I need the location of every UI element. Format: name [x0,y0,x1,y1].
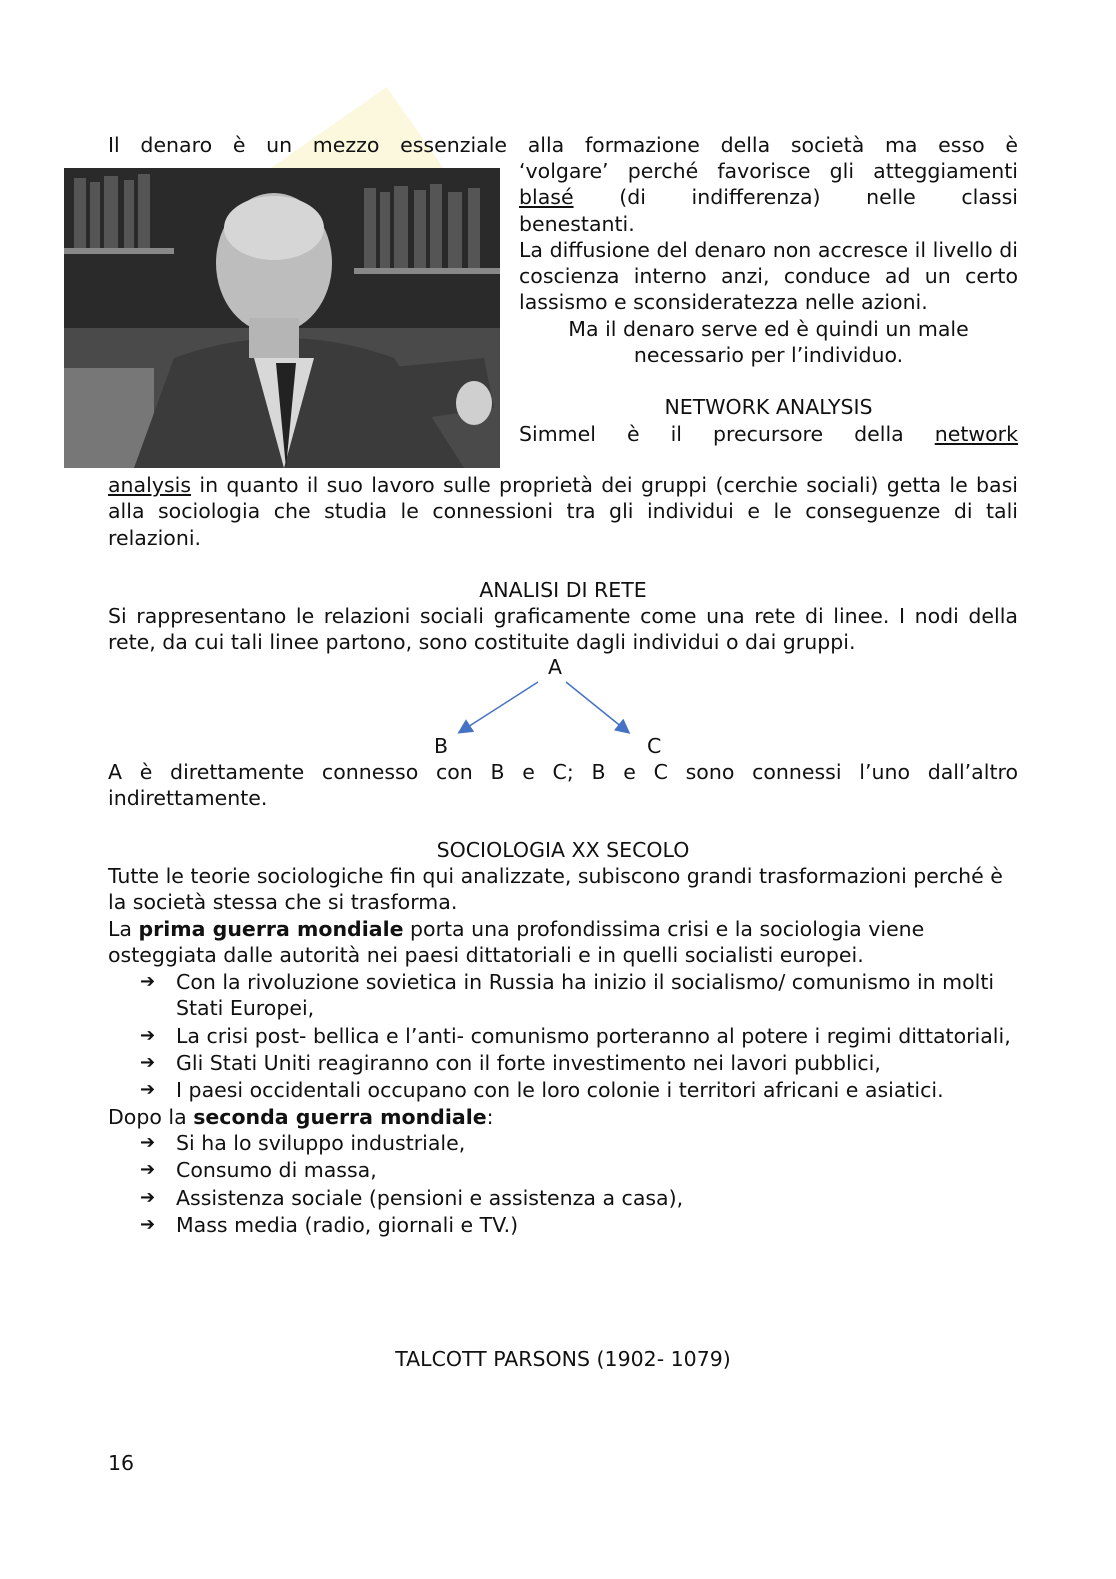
intro-centered-2: necessario per l’individuo. [633,343,904,368]
xx-p3-bold: seconda guerra mondiale [193,1104,487,1129]
rete-caption: A è direttamente connesso con B e C; B e C sono connessi l’uno dall’altro indirettamente. [108,760,1018,811]
list-item-text: Consumo di massa, [176,1158,377,1183]
list-item [108,1050,1018,1076]
network-paragraph-rest: in quanto il suo lavoro sulle proprietà dei gruppi (cerchie sociali) getta le basi alla sociologia che studia le connessioni tra gli individui e le conseguenze di tali relazioni. [108,473,1018,550]
intro-wrap-paragraph: La diffusione del denaro non accresce il livello di coscienza interno anzi, conduce ad un certo lassismo e sconsideratezza nelle azioni. [519,237,1018,315]
node-b-label: B [434,734,449,758]
xx-heading: SOCIOLOGIA XX SECOLO [436,838,690,862]
list-item [108,969,1018,1022]
xx-section [108,863,1018,1238]
list-item-text: Si ha lo sviluppo industriale, [176,1130,466,1155]
arrow-bullet-icon: ➔ [140,1213,156,1235]
network-line-1 [519,421,1018,447]
xx-p3-b: : [486,1104,494,1129]
portrait-photo [64,168,500,468]
intro-wrap-line-1: ‘volgare’ perché favorisce gli atteggiamenti [519,159,1018,183]
rete-heading: ANALISI DI RETE [479,578,647,602]
arrow-bullet-icon: ➔ [140,1159,156,1181]
xx-p2-b: porta una profondissima crisi e la sociologia viene osteggiata dalle autorità nei paesi dittatoriali e in quelli socialisti europei. [108,916,925,967]
list-item-text: Gli Stati Uniti reagiranno con il forte investimento nei lavori pubblici, [176,1051,881,1076]
arrow-bullet-icon: ➔ [140,1024,156,1046]
xx-p2-a: La [108,916,139,941]
intro-centered-1: Ma il denaro serve ed è quindi un male [568,316,969,341]
intro-wrap-line-3: benestanti. [519,211,635,236]
list-item [108,1023,1018,1049]
list-item-text: I paesi occidentali occupano con le loro colonie i territori africani e asiatici. [176,1078,944,1103]
arrow-a-to-c [566,682,628,732]
intro-wrap-column [519,158,1018,447]
list-item [108,1185,1018,1211]
term-blase: blasé [519,185,574,210]
list-item-text: Mass media (radio, giornali e TV.) [176,1212,519,1237]
arrow-bullet-icon: ➔ [140,1131,156,1153]
xx-paragraph-1: Tutte le teorie sociologiche fin qui analizzate, subiscono grandi trasformazioni perché è la società stessa che si trasforma. [108,864,1003,915]
network-heading: NETWORK ANALYSIS [664,395,873,420]
list-item-text: Assistenza sociale (pensioni e assistenza a casa), [176,1185,684,1210]
list-item [108,1077,1018,1103]
arrow-bullet-icon: ➔ [140,1079,156,1101]
node-a-label: A [548,655,563,679]
network-paragraph [108,472,1018,551]
xx-p2-bold: prima guerra mondiale [138,916,404,941]
xx-list-1 [108,969,1018,1103]
term-network: network [934,421,1018,446]
list-item [108,1130,1018,1156]
list-item-text: Con la rivoluzione sovietica in Russia ha inizio il socialismo/ comunismo in molti Stati Europei, [176,970,995,1021]
xx-p3-a: Dopo la [108,1104,194,1129]
xx-list-2 [108,1130,1018,1238]
xx-paragraph-3 [108,1104,1018,1130]
parsons-heading: TALCOTT PARSONS (1902- 1079) [395,1347,731,1371]
arrow-bullet-icon: ➔ [140,1186,156,1208]
node-c-label: C [647,734,662,758]
list-item [108,1212,1018,1238]
page-number: 16 [108,1451,135,1475]
intro-wrap-line-2-rest: (di indifferenza) nelle classi [573,185,1018,210]
arrow-bullet-icon: ➔ [140,971,156,993]
list-item [108,1157,1018,1183]
xx-paragraph-2 [108,916,1018,969]
arrow-bullet-icon: ➔ [140,1052,156,1074]
term-analysis: analysis [108,473,192,497]
intro-wrap-line-2 [519,184,1018,210]
intro-first-line: Il denaro è un mezzo essenziale alla formazione della società ma esso è [108,133,1018,157]
arrow-a-to-b [460,682,538,732]
network-line-1-text: Simmel è il precursore della [519,421,935,446]
network-diagram-arrows [440,676,650,746]
rete-paragraph: Si rappresentano le relazioni sociali graficamente come una rete di linee. I nodi della rete, da cui tali linee partono, sono costituite dagli individui o dai gruppi. [108,604,1018,655]
list-item-text: La crisi post- bellica e l’anti- comunismo porteranno al potere i regimi dittatoriali, [176,1023,1011,1048]
